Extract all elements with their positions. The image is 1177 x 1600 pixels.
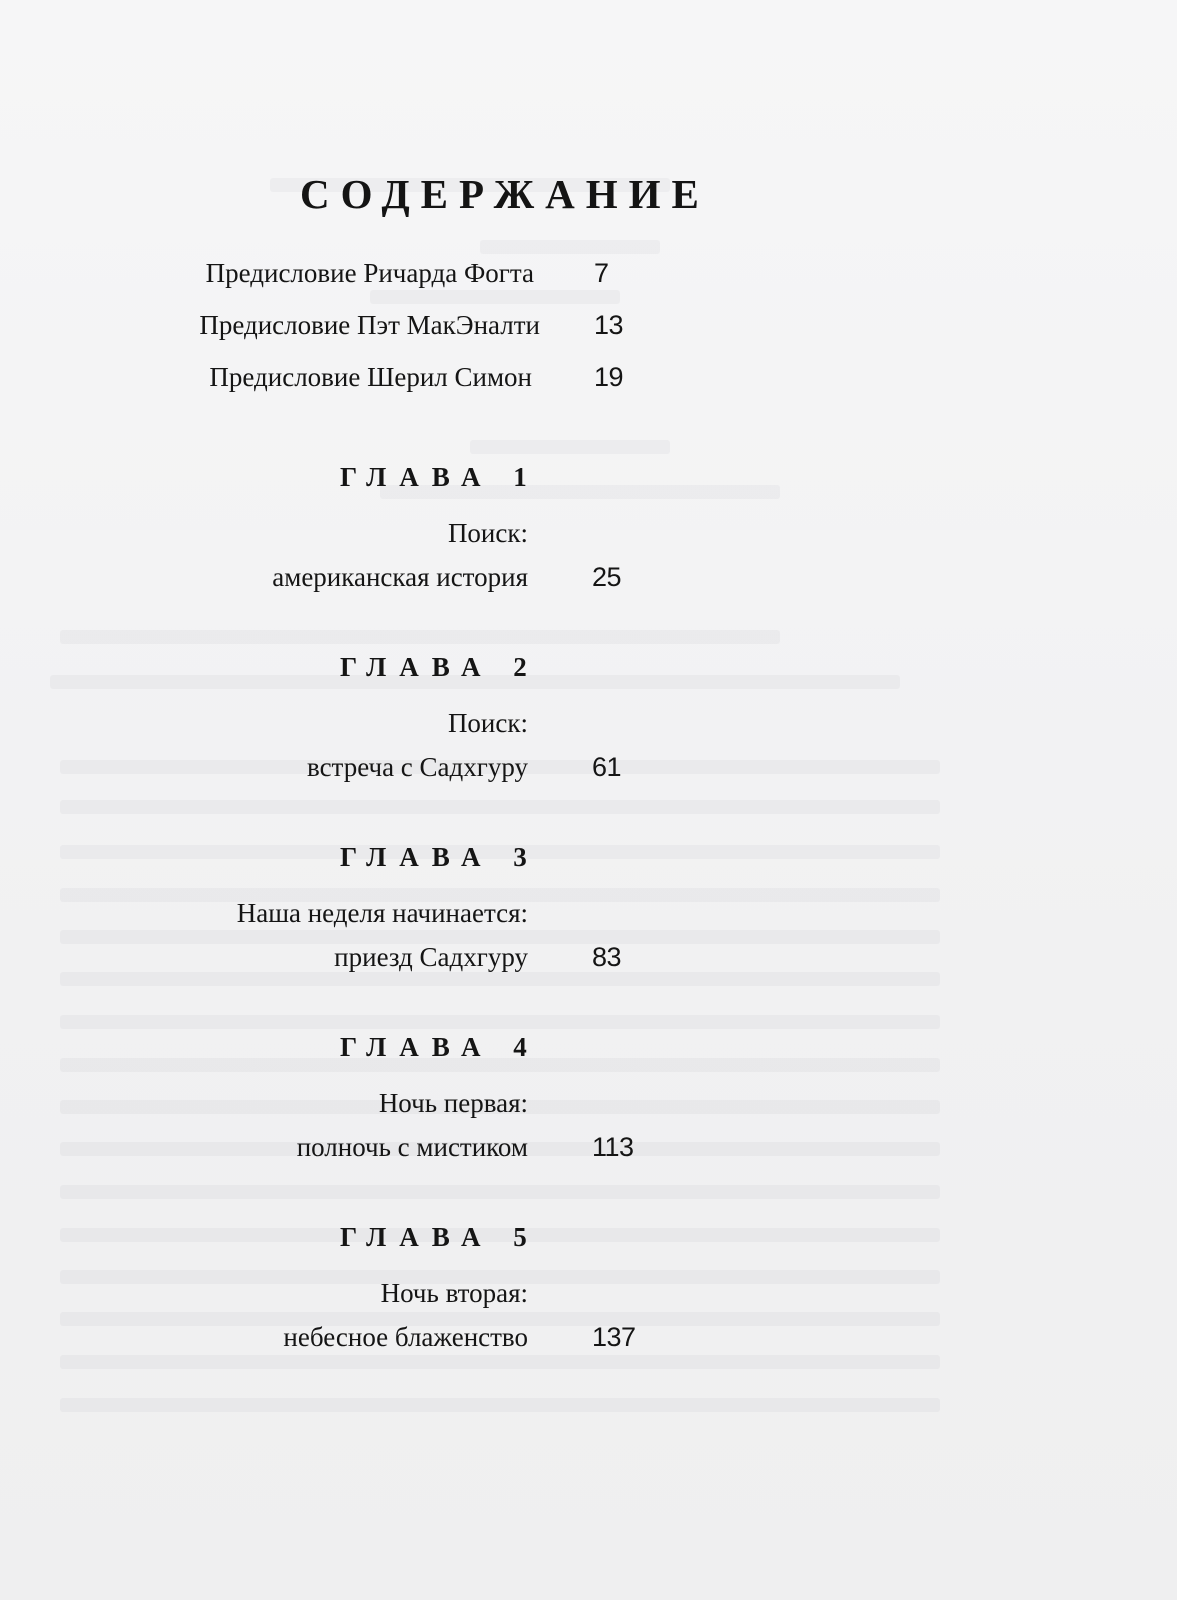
preface-entry <box>0 362 532 396</box>
chapter-page-number: 61 <box>592 752 622 782</box>
chapter-subtitle-text: Наша неделя начинается: <box>236 898 528 928</box>
chapter-title-line <box>0 1132 528 1163</box>
chapter-title-line <box>0 752 528 783</box>
chapter-title-text: полночь с мистиком <box>296 1132 528 1162</box>
chapter-title-text: встреча с Садхгуру <box>306 752 528 782</box>
chapter-subtitle-text: Поиск: <box>447 708 528 738</box>
chapter-page-number: 83 <box>592 942 622 972</box>
contents-title: СОДЕРЖАНИЕ <box>300 171 710 217</box>
chapter-heading: ГЛАВА 2 <box>340 652 540 682</box>
preface-label: Предисловие Пэт МакЭналти <box>199 310 540 340</box>
chapter-subtitle-line <box>0 708 528 739</box>
chapter-heading: ГЛАВА 4 <box>340 1032 540 1062</box>
preface-label: Предисловие Ричарда Фогта <box>205 258 534 288</box>
chapter-page-number: 137 <box>592 1322 636 1352</box>
chapter-heading: ГЛАВА 5 <box>340 1222 540 1252</box>
chapter-subtitle-line <box>0 1088 528 1119</box>
chapter-page-number: 113 <box>592 1132 634 1162</box>
chapter-subtitle-line <box>0 518 528 549</box>
preface-entry <box>0 310 540 344</box>
preface-entry <box>0 258 534 292</box>
chapter-subtitle-text: Ночь первая: <box>378 1088 528 1118</box>
chapter-page-number: 25 <box>592 562 622 592</box>
chapter-subtitle-line <box>0 898 528 929</box>
chapter-subtitle-text: Ночь вторая: <box>380 1278 528 1308</box>
preface-page-number: 19 <box>594 362 624 392</box>
preface-label: Предисловие Шерил Симон <box>209 362 532 392</box>
chapter-subtitle-text: Поиск: <box>447 518 528 548</box>
chapter-heading: ГЛАВА 1 <box>340 462 540 492</box>
chapter-title-line <box>0 942 528 973</box>
chapter-title-text: небесное блаженство <box>283 1322 528 1352</box>
chapter-heading: ГЛАВА 3 <box>340 842 540 872</box>
chapter-subtitle-line <box>0 1278 528 1309</box>
chapter-title-line <box>0 1322 528 1353</box>
chapter-title-text: американская история <box>272 562 528 592</box>
preface-page-number: 13 <box>594 310 624 340</box>
preface-page-number: 7 <box>594 258 609 288</box>
chapter-title-line <box>0 562 528 593</box>
chapter-title-text: приезд Садхгуру <box>334 942 528 972</box>
